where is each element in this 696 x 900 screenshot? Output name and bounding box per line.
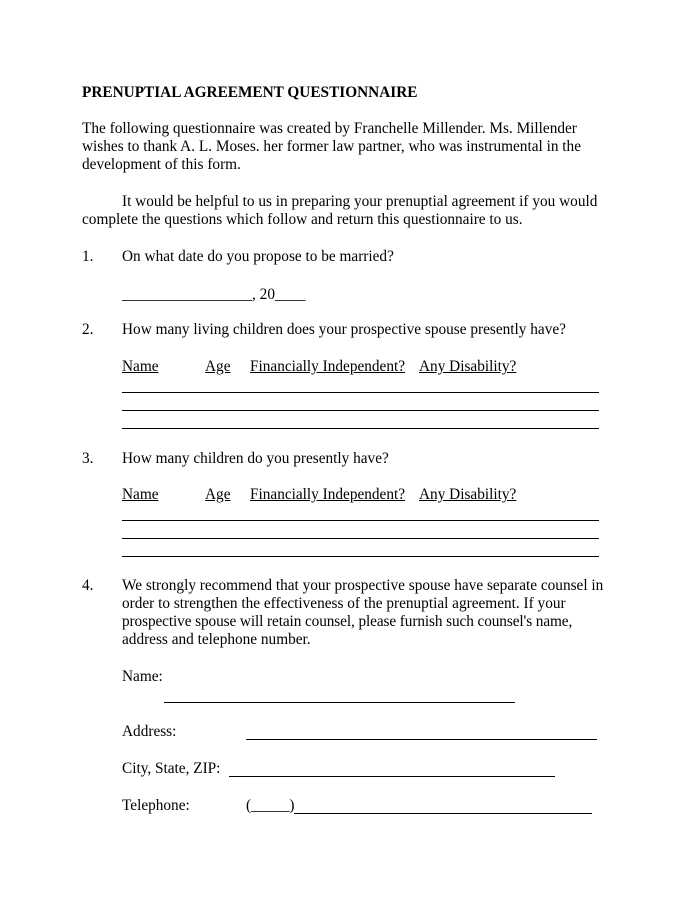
counsel-name-field[interactable] bbox=[166, 686, 513, 702]
counsel-address-field[interactable] bbox=[248, 723, 595, 739]
counsel-address-label: Address: bbox=[122, 723, 177, 740]
q3-text: How many children do you presently have? bbox=[122, 450, 389, 467]
counsel-telephone-line bbox=[294, 813, 592, 814]
q4-text-line-2: order to strengthen the effectiveness of the prenuptial agreement. If your bbox=[122, 595, 566, 612]
para2-line-2: complete the questions which follow and return this questionnaire to us. bbox=[82, 211, 523, 228]
counsel-address-line bbox=[246, 739, 597, 740]
q3-answer-line bbox=[122, 538, 599, 539]
intro-line-2: wishes to thank A. L. Moses. her former law partner, who was instrumental in the bbox=[82, 138, 581, 155]
q3-answer-line bbox=[122, 556, 599, 557]
q2-answer-field-3[interactable] bbox=[123, 412, 597, 428]
q3-number: 3. bbox=[82, 450, 94, 467]
q1-number: 1. bbox=[82, 248, 94, 265]
q4-number: 4. bbox=[82, 577, 94, 594]
document-title: PRENUPTIAL AGREEMENT QUESTIONNAIRE bbox=[82, 84, 418, 101]
q3-header-independent: Financially Independent? bbox=[250, 486, 406, 503]
q2-answer-line bbox=[122, 428, 599, 429]
q3-header-disability: Any Disability? bbox=[419, 486, 517, 503]
counsel-name-label: Name: bbox=[122, 668, 163, 685]
q1-date-line: _________________, 20____ bbox=[122, 286, 306, 303]
q2-header-age: Age bbox=[205, 358, 231, 375]
q2-text: How many living children does your prospective spouse presently have? bbox=[122, 321, 566, 338]
q2-number: 2. bbox=[82, 321, 94, 338]
q3-answer-field-2[interactable] bbox=[123, 522, 597, 538]
q4-text-line-3: prospective spouse will retain counsel, please furnish such counsel's name, bbox=[122, 613, 573, 630]
wedding-date-field[interactable] bbox=[123, 284, 253, 300]
q3-answer-field-3[interactable] bbox=[123, 540, 597, 556]
q2-answer-line bbox=[122, 392, 599, 393]
q3-answer-field-1[interactable] bbox=[123, 504, 597, 520]
q2-answer-line bbox=[122, 410, 599, 411]
q2-answer-field-1[interactable] bbox=[123, 376, 597, 392]
counsel-city-field[interactable] bbox=[231, 760, 553, 776]
para2-line-1: It would be helpful to us in preparing your prenuptial agreement if you would bbox=[122, 193, 598, 210]
telephone-number-field[interactable] bbox=[296, 797, 590, 813]
q4-text-line-1: We strongly recommend that your prospective spouse have separate counsel in bbox=[122, 577, 604, 594]
intro-line-1: The following questionnaire was created by Franchelle Millender. Ms. Millender bbox=[82, 120, 577, 137]
q4-text-line-4: address and telephone number. bbox=[122, 631, 311, 648]
counsel-telephone-label: Telephone: bbox=[122, 797, 190, 814]
q2-header-independent: Financially Independent? bbox=[250, 358, 406, 375]
q1-text: On what date do you propose to be married? bbox=[122, 248, 394, 265]
wedding-year-field[interactable] bbox=[282, 284, 310, 300]
q3-header-age: Age bbox=[205, 486, 231, 503]
q3-answer-line bbox=[122, 520, 599, 521]
counsel-city-line bbox=[229, 776, 555, 777]
counsel-city-label: City, State, ZIP: bbox=[122, 760, 221, 777]
q2-answer-field-2[interactable] bbox=[123, 394, 597, 410]
counsel-name-line bbox=[164, 702, 515, 703]
telephone-area-code: (_____) bbox=[246, 797, 295, 814]
q2-header-name: Name bbox=[122, 358, 159, 375]
telephone-area-field[interactable] bbox=[251, 795, 291, 811]
q2-header-disability: Any Disability? bbox=[419, 358, 517, 375]
q3-header-name: Name bbox=[122, 486, 159, 503]
intro-line-3: development of this form. bbox=[82, 156, 241, 173]
